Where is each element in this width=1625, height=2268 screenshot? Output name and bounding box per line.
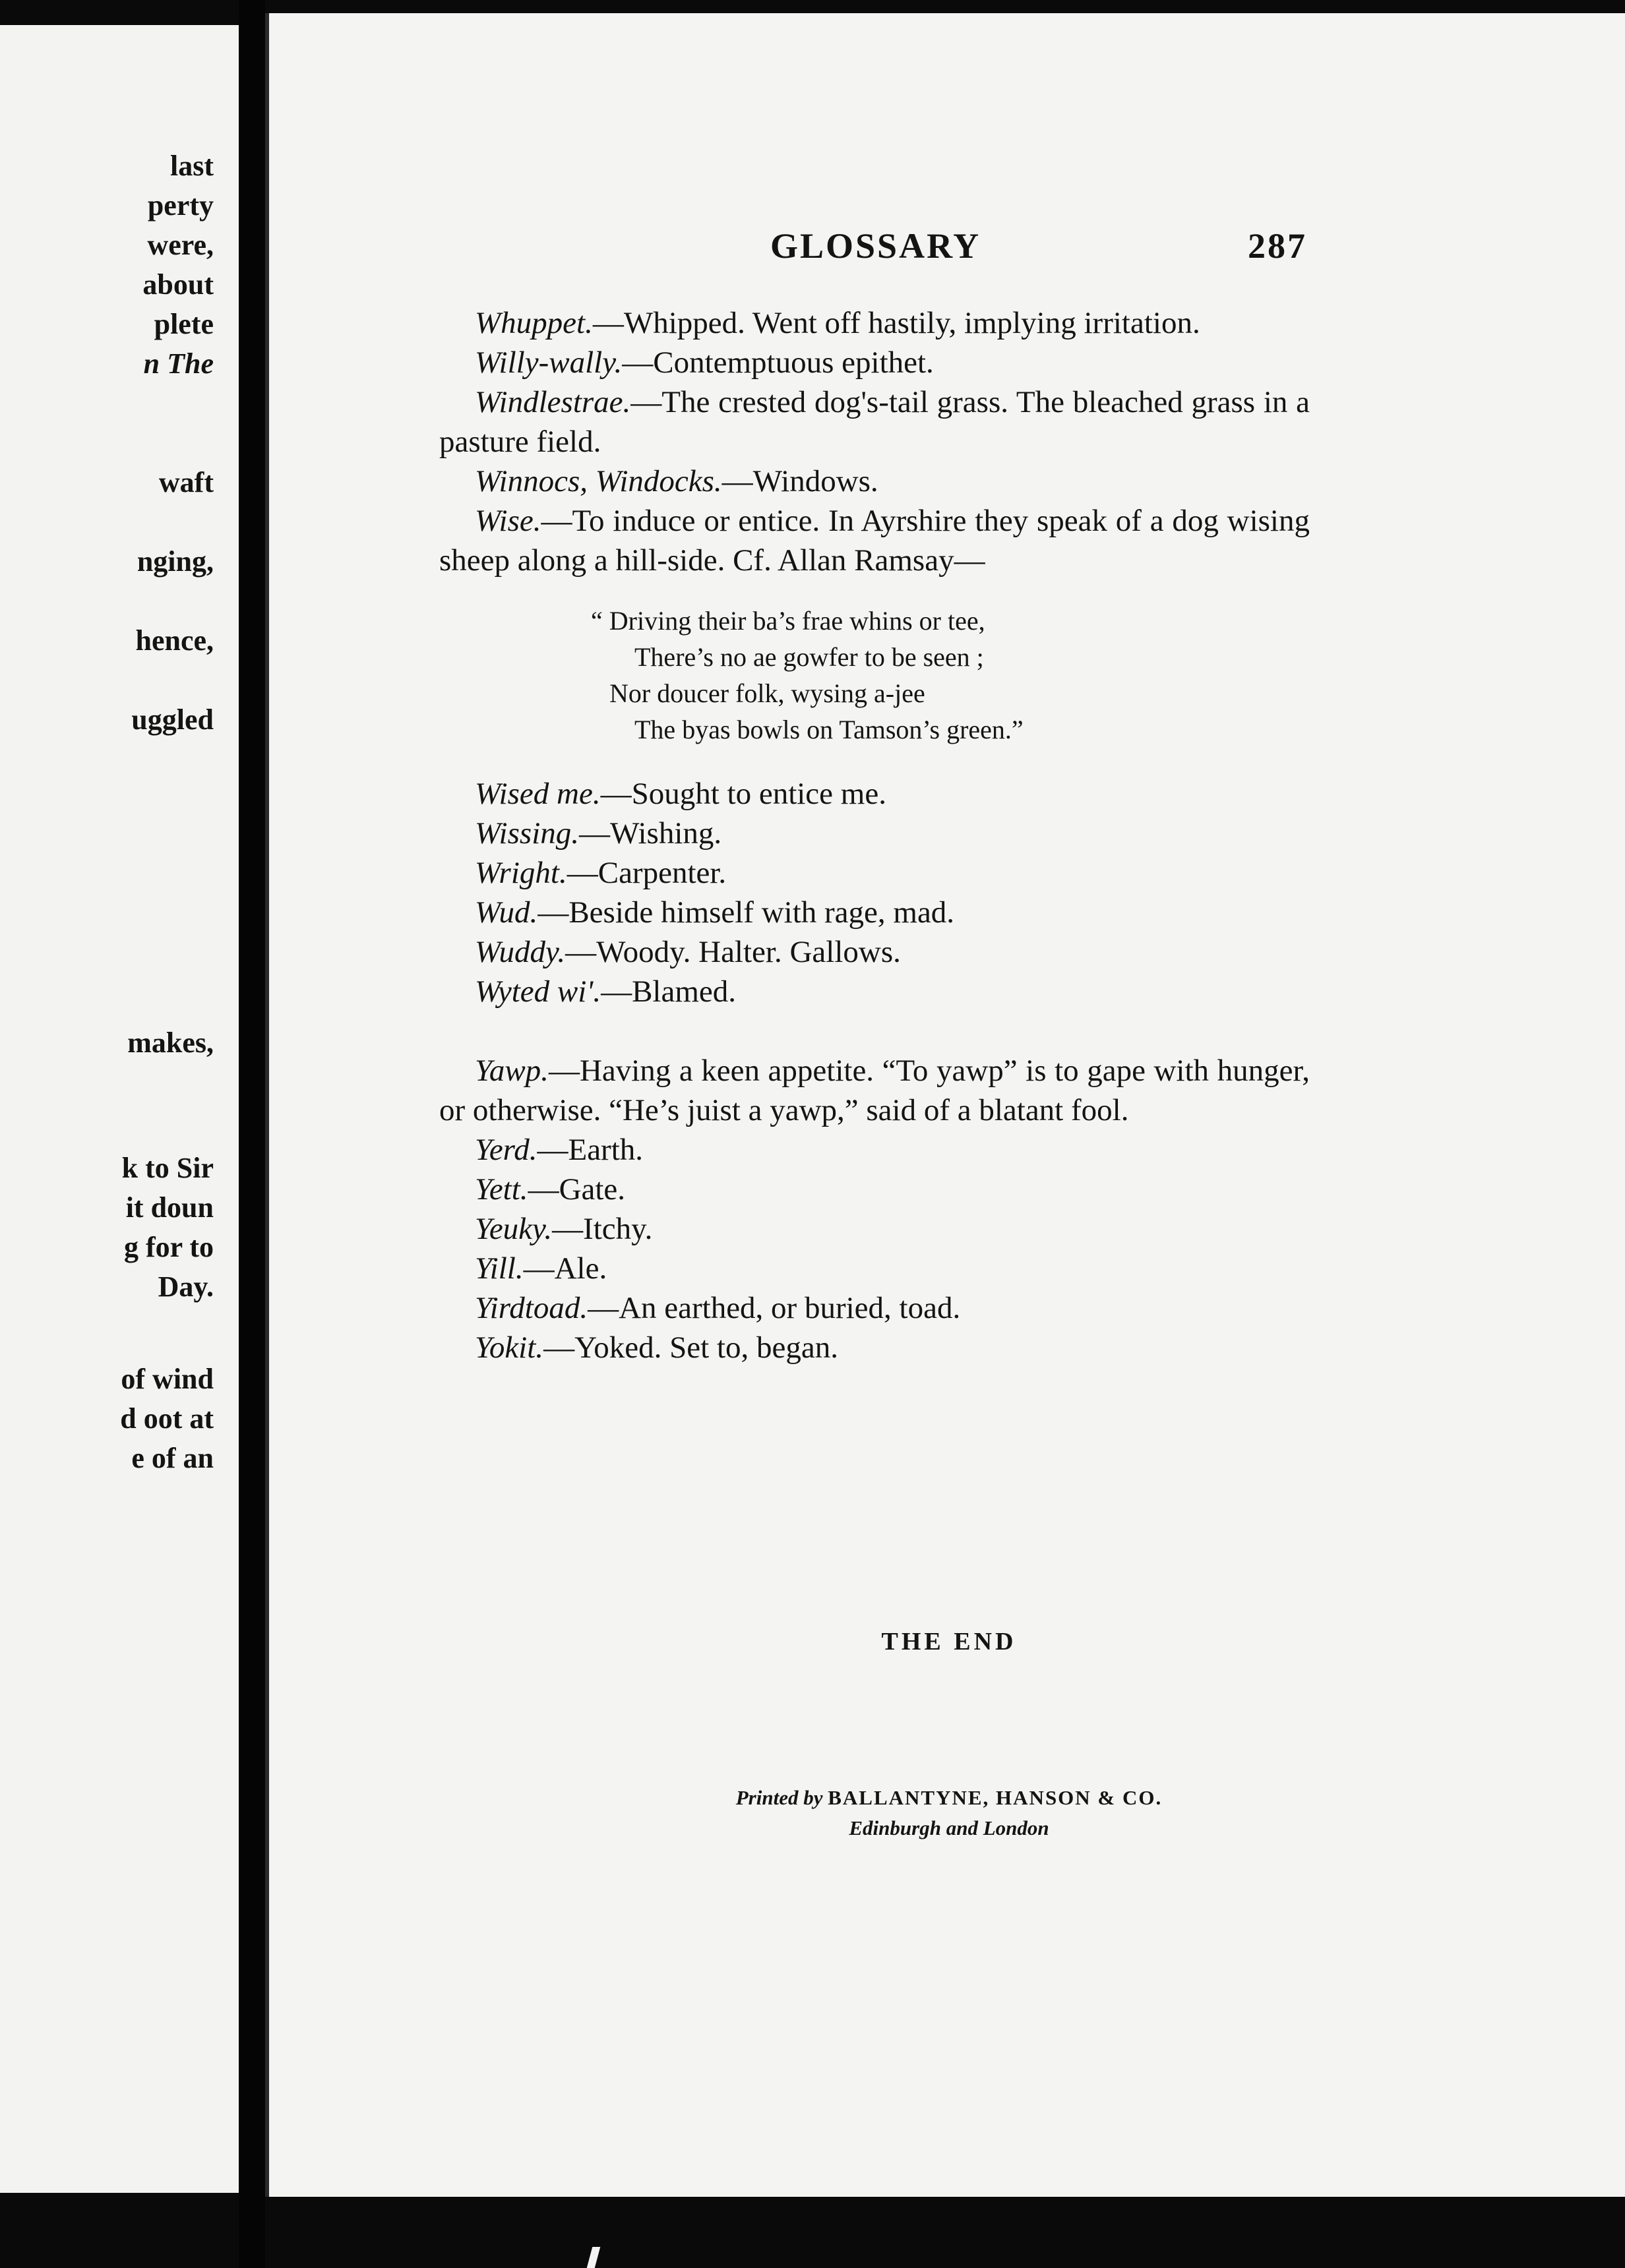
entry-definition: —Earth.	[537, 1133, 644, 1167]
glossary-entry	[439, 1130, 1310, 1170]
verse-quotation	[439, 603, 1310, 748]
facing-page-line: k to Sir	[121, 1152, 214, 1184]
facing-page-line: g for to	[123, 1231, 214, 1263]
entry-definition: —Whipped. Went off hastily, implying irritation.	[592, 306, 1200, 340]
verse-line: The byas bowls on Tamson’s green.”	[634, 715, 1024, 744]
entry-term: Winnocs, Windocks.	[475, 464, 722, 498]
page-number: 287	[1248, 226, 1307, 266]
entry-definition: —Ale.	[523, 1251, 607, 1286]
glossary-entry	[439, 1288, 1310, 1328]
facing-page-line: perty	[147, 189, 214, 222]
glossary-entry	[439, 382, 1310, 462]
facing-page-line: of wind	[121, 1363, 214, 1395]
facing-page-line: waft	[158, 466, 214, 498]
glossary-entry	[439, 893, 1310, 932]
page-title: GLOSSARY	[770, 226, 981, 266]
printer-colophon	[269, 1783, 1625, 1843]
entry-term: Yerd.	[475, 1133, 537, 1167]
facing-page-line: Day.	[158, 1270, 214, 1303]
entry-definition: —Beside himself with rage, mad.	[537, 895, 955, 930]
scan-artifact	[587, 2247, 601, 2268]
entry-definition: —Carpenter.	[567, 856, 727, 890]
entry-definition: —Having a keen appetite. “To yawp” is to gape with hunger, or otherwise. “He’s juist a yawp,” said of a blatant fool.	[439, 1054, 1310, 1127]
glossary-entry	[439, 343, 1310, 382]
entry-definition: —Contemptuous epithet.	[622, 345, 934, 380]
glossary-entry	[439, 1051, 1310, 1130]
glossary-entry	[439, 501, 1310, 580]
glossary-entry	[439, 932, 1310, 972]
glossary-entry	[439, 1170, 1310, 1209]
entry-definition: —Itchy.	[552, 1212, 653, 1246]
facing-page-line: plete	[154, 308, 214, 340]
glossary-entry	[439, 303, 1310, 343]
section-gap	[439, 1011, 1310, 1051]
facing-page-line: nging,	[137, 545, 214, 578]
entry-term: Willy-wally.	[475, 345, 623, 380]
facing-page-line: were,	[147, 229, 214, 261]
entry-term: Yeuky.	[475, 1212, 553, 1246]
entry-term: Wyted wi'.	[475, 974, 601, 1009]
facing-page-line: makes,	[127, 1027, 214, 1059]
facing-page-line: e of an	[131, 1442, 214, 1474]
facing-page-line: about	[142, 268, 214, 301]
entry-definition: —The crested dog's-tail grass. The bleached grass in a pasture field.	[439, 385, 1310, 459]
entry-definition: —Windows.	[721, 464, 878, 498]
entry-term: Yokit.	[475, 1330, 544, 1365]
verse-line: Nor doucer folk, wysing a-jee	[609, 678, 925, 708]
entry-term: Windlestrae.	[475, 385, 631, 419]
printer-location: Edinburgh and London	[849, 1816, 1049, 1839]
glossary-entry	[439, 853, 1310, 893]
facing-page-line: last	[170, 150, 214, 182]
entry-term: Yawp.	[475, 1054, 549, 1088]
entry-definition: —Wishing.	[579, 816, 722, 850]
verse-line: “ Driving their ba’s frae whins or tee,	[591, 606, 985, 636]
entry-term: Yirdtoad.	[475, 1291, 588, 1325]
facing-page-line: d oot at	[120, 1402, 214, 1435]
entry-term: Wised me.	[475, 777, 601, 811]
entry-definition: —Yoked. Set to, began.	[543, 1330, 838, 1365]
entry-term: Whuppet.	[475, 306, 593, 340]
book-gutter	[239, 0, 265, 2268]
entry-definition: —To induce or entice. In Ayrshire they speak of a dog wising sheep along a hill-side. Cf. Allan Ramsay—	[439, 504, 1310, 578]
facing-page	[0, 25, 239, 2193]
entry-definition: —Woody. Halter. Gallows.	[565, 935, 901, 969]
glossary-page	[265, 13, 1625, 2197]
entry-term: Wright.	[475, 856, 567, 890]
entry-definition: —Blamed.	[601, 974, 737, 1009]
glossary-entry	[439, 774, 1310, 814]
glossary-entry	[439, 972, 1310, 1011]
glossary-entry	[439, 462, 1310, 501]
printer-name: BALLANTYNE, HANSON & CO.	[828, 1786, 1163, 1809]
entry-definition: —An earthed, or buried, toad.	[588, 1291, 961, 1325]
entry-term: Wuddy.	[475, 935, 566, 969]
entry-term: Wissing.	[475, 816, 580, 850]
entry-definition: —Gate.	[528, 1172, 626, 1207]
verse-line: There’s no ae gowfer to be seen ;	[634, 642, 984, 672]
entry-definition: —Sought to entice me.	[600, 777, 886, 811]
entry-term: Wise.	[475, 504, 541, 538]
printed-by-label: Printed by	[735, 1786, 823, 1809]
glossary-entry	[439, 1328, 1310, 1367]
glossary-text	[439, 303, 1310, 1367]
the-end-marker: THE END	[881, 1628, 1017, 1656]
colophon-line-1	[269, 1783, 1625, 1813]
facing-page-line: hence,	[135, 624, 214, 657]
glossary-entry	[439, 814, 1310, 853]
glossary-entry	[439, 1209, 1310, 1249]
entry-term: Wud.	[475, 895, 538, 930]
facing-page-line: it doun	[125, 1191, 214, 1224]
facing-page-line: n The	[143, 347, 214, 380]
glossary-entry	[439, 1249, 1310, 1288]
entry-term: Yett.	[475, 1172, 528, 1207]
facing-page-line: uggled	[131, 703, 214, 736]
entry-term: Yill.	[475, 1251, 524, 1286]
